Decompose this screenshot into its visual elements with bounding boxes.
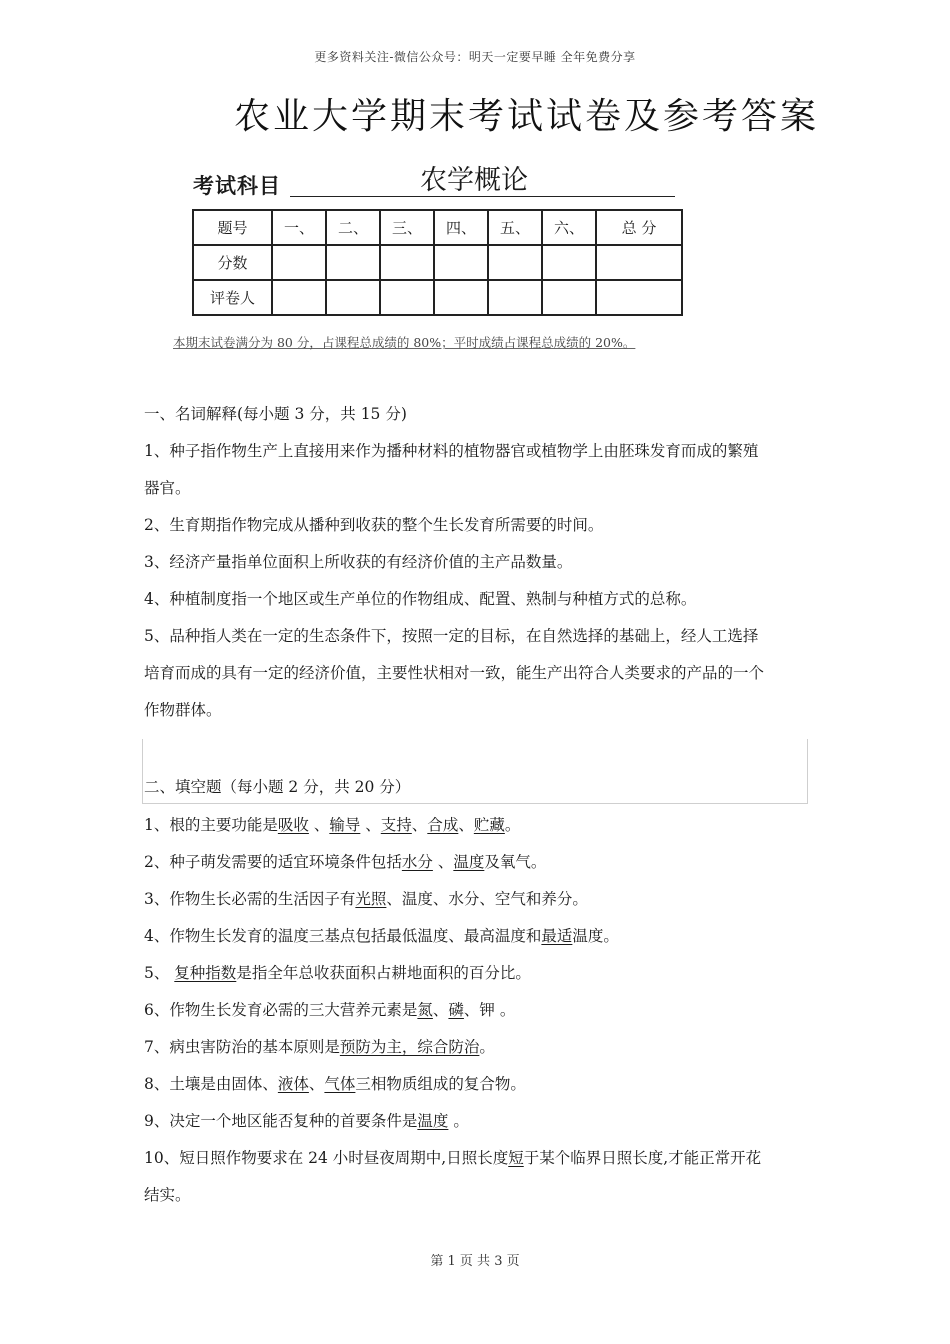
fill-in-item — [144, 807, 814, 844]
answer-text: 温度 — [417, 1112, 449, 1130]
answer-text: 气体 — [324, 1075, 356, 1093]
definition-line: 培育而成的具有一定的经济价值，主要性状相对一致，能生产出符合人类要求的产品的一个 — [144, 664, 765, 682]
answer-text: 贮藏 — [473, 816, 505, 834]
subject-value: 农学概论 — [420, 165, 528, 196]
question-text: 、 — [360, 816, 381, 834]
top-note: 更多资料关注-微信公众号：明天一定要早睡 全年免费分享 — [314, 50, 636, 64]
grader-cell — [380, 280, 434, 315]
question-text: 及氧气。 — [484, 853, 547, 871]
question-text: 1、根的主要功能是 — [144, 816, 278, 834]
row-label: 评卷人 — [193, 280, 272, 315]
answer-text: 最适 — [541, 927, 573, 945]
question-text: 结实。 — [144, 1186, 191, 1204]
grader-cell — [542, 280, 596, 315]
fill-in-item — [144, 1140, 814, 1177]
question-text: 温度。 — [572, 927, 619, 945]
answer-text: 输导 — [329, 816, 361, 834]
question-text: 6、作物生长发育必需的三大营养元素是 — [144, 1001, 418, 1019]
question-text: 、钾 。 — [463, 1001, 516, 1019]
grader-cell — [326, 280, 380, 315]
score-note: 本期末试卷满分为 80 分，占课程总成绩的 80%；平时成绩占课程总成绩的 20%。 — [173, 335, 636, 350]
definition-line: 2、生育期指作物完成从播种到收获的整个生长发育所需要的时间。 — [144, 516, 604, 534]
score-row — [193, 245, 682, 280]
answer-text: 复种指数 — [174, 964, 237, 982]
answer-text: 磷 — [448, 1001, 464, 1019]
question-text: 、 — [432, 1001, 449, 1019]
question-text: 8、土壤是由固体、 — [144, 1075, 278, 1093]
question-text: 、 — [458, 816, 474, 834]
answer-text: 氮 — [417, 1001, 433, 1019]
page-footer: 第 1 页 共 3 页 — [430, 1254, 520, 1269]
question-text: 是指全年总收获面积占耕地面积的百分比。 — [236, 964, 531, 982]
header-cell: 一、 — [272, 210, 326, 245]
score-table-header-row — [193, 210, 682, 245]
question-text: 、 — [411, 816, 428, 834]
fill-in-item — [144, 844, 814, 881]
score-table — [192, 209, 683, 316]
grader-cell — [596, 280, 682, 315]
question-text: 4、作物生长发育的温度三基点包括最低温度、最高温度和 — [144, 927, 542, 945]
fill-in-item — [144, 1066, 814, 1103]
question-text: 、 — [432, 853, 454, 871]
answer-text: 水分 — [401, 853, 433, 871]
header-cell: 六、 — [542, 210, 596, 245]
score-cell — [380, 245, 434, 280]
fill-in-item — [144, 1029, 814, 1066]
score-cell — [272, 245, 326, 280]
question-text: 、温度、水分、空气和养分。 — [386, 890, 588, 908]
score-cell — [542, 245, 596, 280]
section1-list — [144, 433, 814, 729]
question-text: 9、决定一个地区能否复种的首要条件是 — [144, 1112, 418, 1130]
row-label: 分数 — [193, 245, 272, 280]
question-text: 。 — [504, 816, 521, 834]
fill-in-item — [144, 955, 814, 992]
fill-in-item — [144, 992, 814, 1029]
question-text: 3、作物生长必需的生活因子有 — [144, 890, 356, 908]
score-cell — [326, 245, 380, 280]
answer-text: 温度 — [453, 853, 485, 871]
definition-line: 作物群体。 — [144, 701, 222, 719]
definition-line: 5、品种指人类在一定的生态条件下，按照一定的目标，在自然选择的基础上，经人工选择 — [144, 627, 759, 645]
grader-cell — [488, 280, 542, 315]
question-text: 、 — [308, 1075, 325, 1093]
question-text: 。 — [448, 1112, 469, 1130]
score-cell — [434, 245, 488, 280]
header-cell: 二、 — [326, 210, 380, 245]
fill-in-item — [144, 1103, 814, 1140]
question-text: 10、短日照作物要求在 24 小时昼夜周期中,日照长度 — [144, 1149, 509, 1167]
answer-text: 合成 — [427, 816, 459, 834]
section1-title: 一、名词解释(每小题 3 分，共 15 分) — [144, 405, 407, 423]
definition-line: 3、经济产量指单位面积上所收获的有经济价值的主产品数量。 — [144, 553, 573, 571]
fill-in-item — [144, 1177, 814, 1214]
header-cell: 四、 — [434, 210, 488, 245]
question-text: 2、种子萌发需要的适宜环境条件包括 — [144, 853, 402, 871]
subject-label: 考试科目 — [193, 174, 281, 198]
header-cell: 题号 — [193, 210, 272, 245]
score-cell — [488, 245, 542, 280]
grader-cell — [272, 280, 326, 315]
fill-in-item — [144, 918, 814, 955]
grader-cell — [434, 280, 488, 315]
fill-in-item — [144, 881, 814, 918]
header-cell: 三、 — [380, 210, 434, 245]
answer-text: 短 — [508, 1149, 524, 1167]
question-text: 、 — [308, 816, 330, 834]
header-cell: 五、 — [488, 210, 542, 245]
section2-list — [144, 807, 814, 1214]
question-text: 。 — [479, 1038, 495, 1056]
definition-line: 器官。 — [144, 479, 191, 497]
answer-text: 支持 — [380, 816, 412, 834]
definition-line: 1、种子指作物生产上直接用来作为播种材料的植物器官或植物学上由胚珠发育而成的繁殖 — [144, 442, 759, 460]
page-title: 农业大学期末考试试卷及参考答案 — [234, 96, 820, 137]
answer-text: 液体 — [277, 1075, 309, 1093]
question-text: 5、 — [144, 964, 175, 982]
score-cell — [596, 245, 682, 280]
question-text: 7、病虫害防治的基本原则是 — [144, 1038, 340, 1056]
question-text: 于某个临界日照长度,才能正常开花 — [523, 1149, 762, 1167]
grader-row — [193, 280, 682, 315]
header-cell: 总 分 — [596, 210, 682, 245]
question-text: 三相物质组成的复合物。 — [355, 1075, 526, 1093]
answer-text: 吸收 — [277, 816, 309, 834]
definition-line: 4、种植制度指一个地区或生产单位的作物组成、配置、熟制与种植方式的总称。 — [144, 590, 697, 608]
section2-title: 二、填空题（每小题 2 分，共 20 分） — [144, 778, 411, 796]
answer-text: 预防为主，综合防治 — [339, 1038, 480, 1056]
answer-text: 光照 — [355, 890, 387, 908]
